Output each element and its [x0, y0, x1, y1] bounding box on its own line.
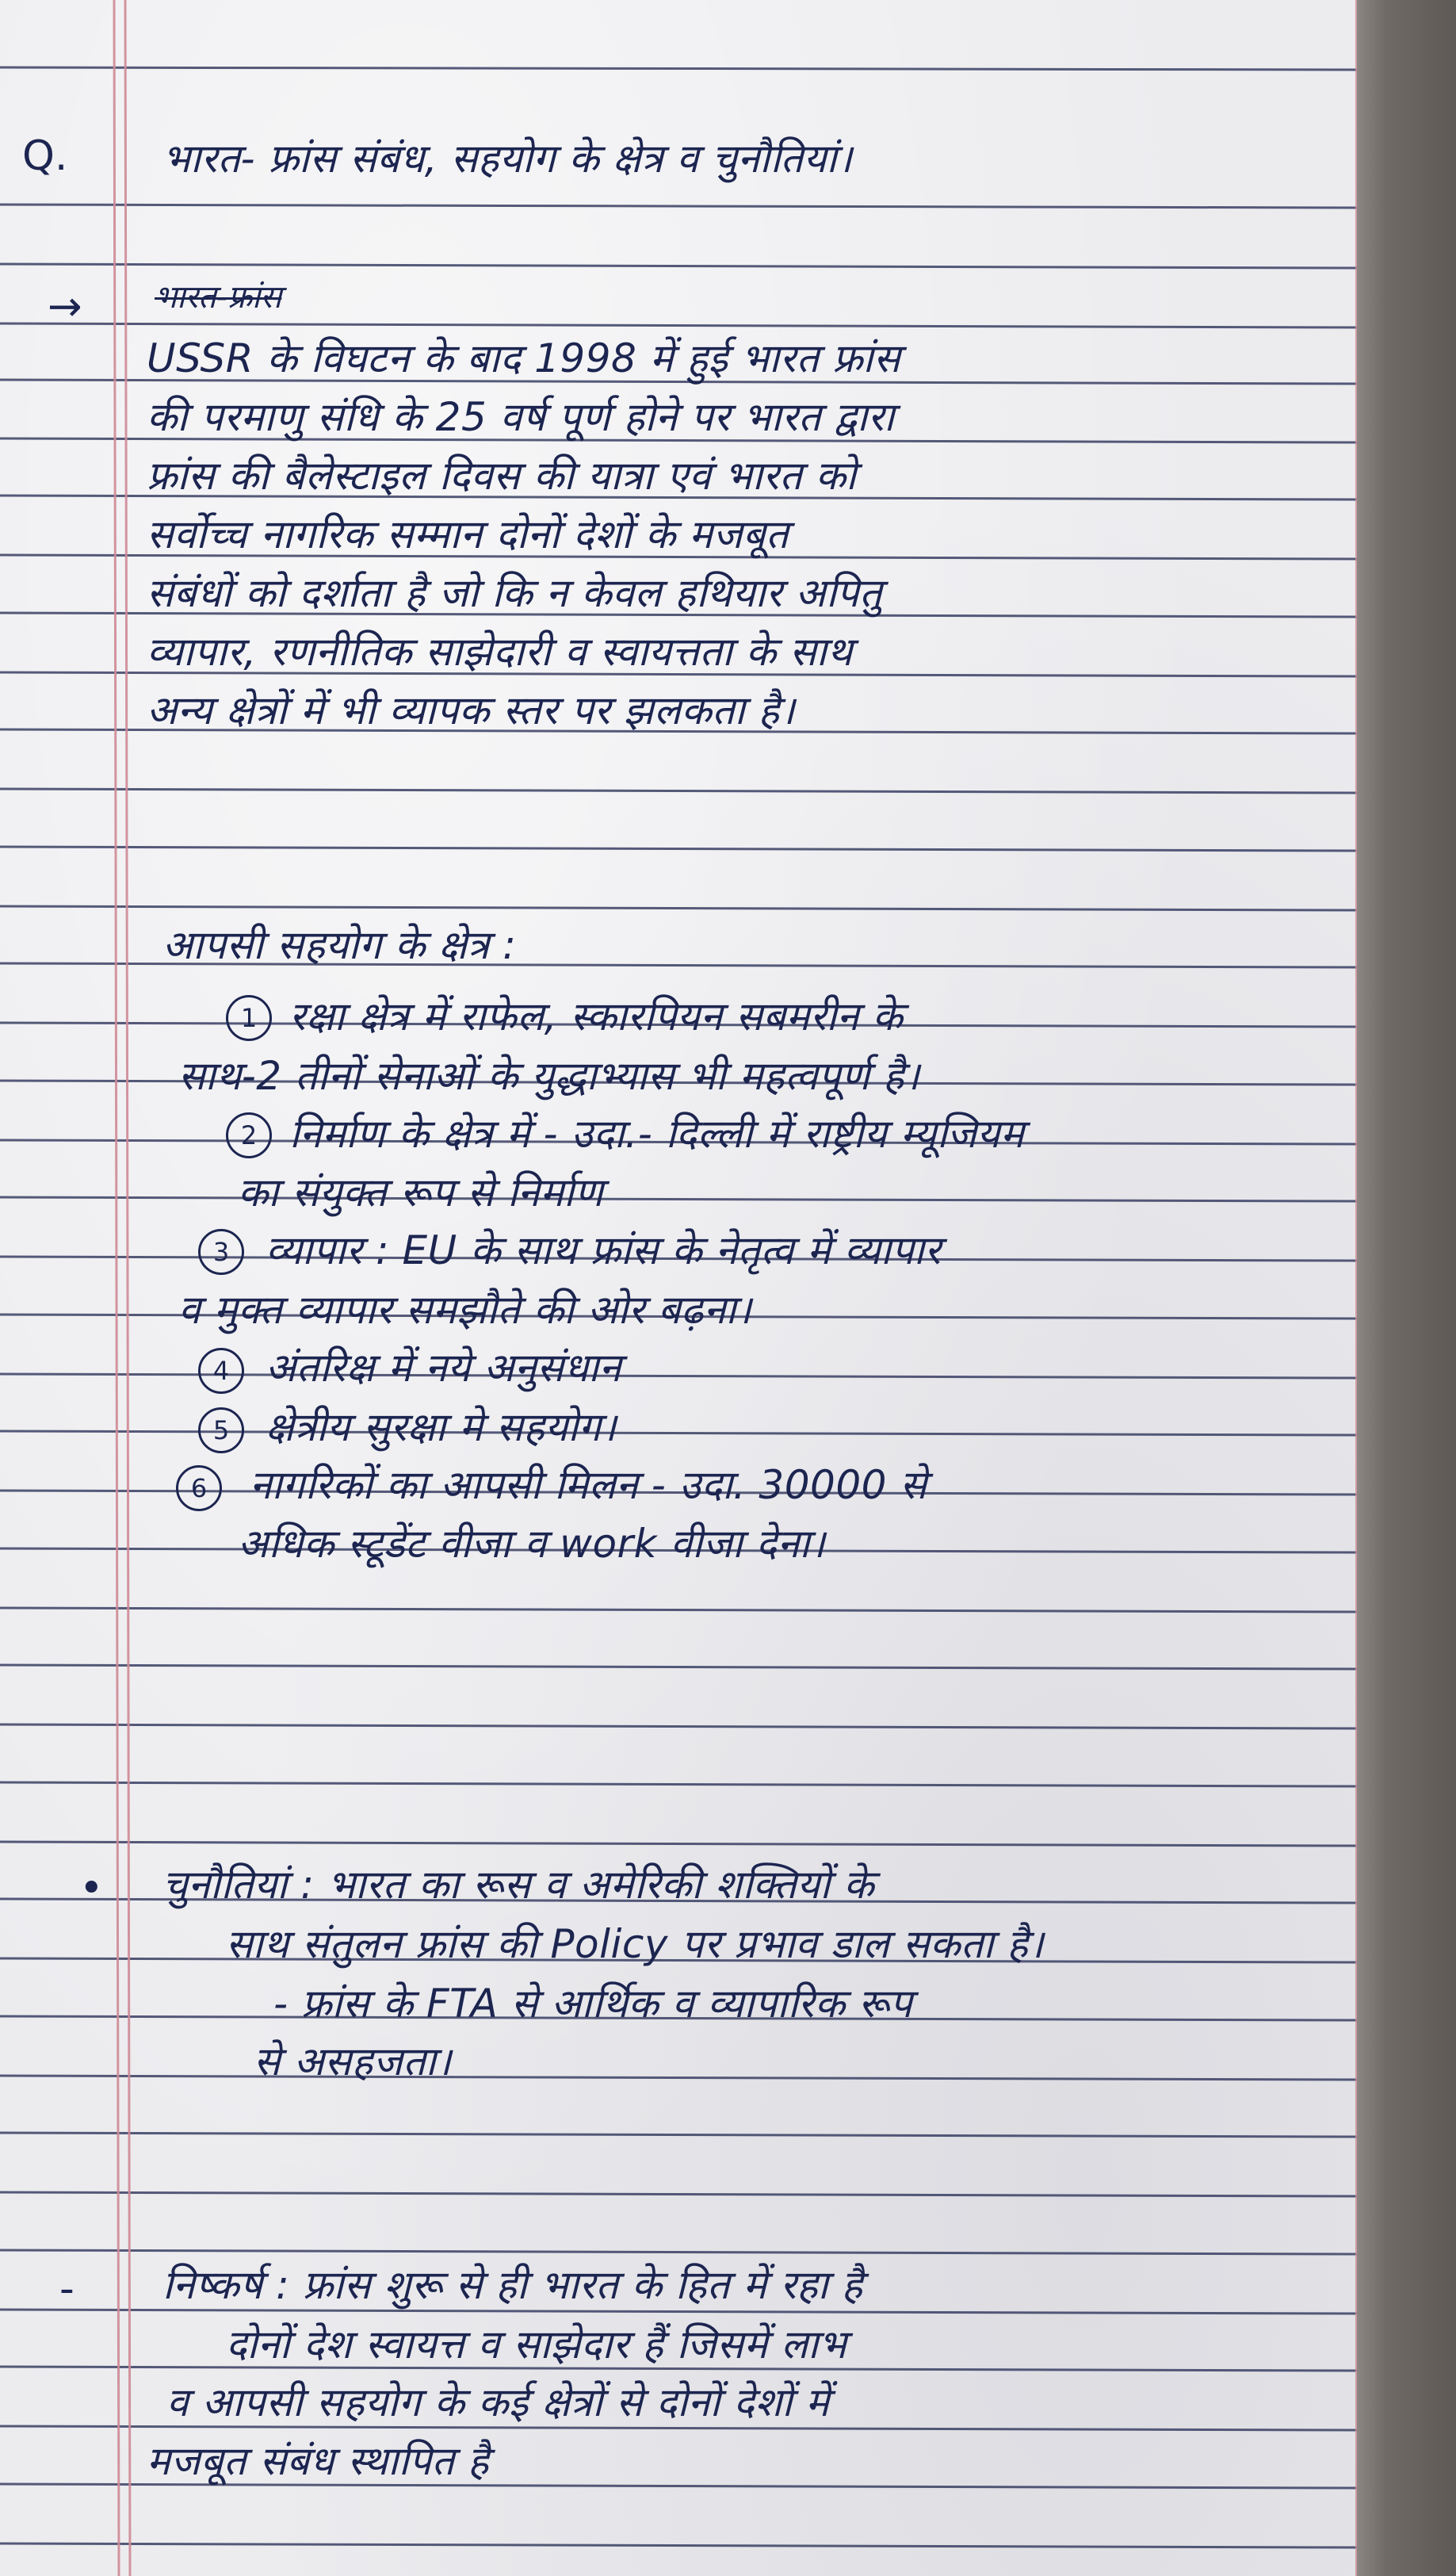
item-line: व्यापार : EU के साथ फ्रांस के नेतृत्व में व्यापार [266, 1227, 942, 1273]
intro-line: सर्वोच्च नागरिक सम्मान दोनों देशों के मजबूत [147, 511, 789, 557]
adjacent-page-edge [1357, 0, 1456, 2576]
margin-rules [114, 0, 130, 2576]
item-line: अधिक स्टूडेंट वीजा व work वीजा देना। [238, 1521, 826, 1567]
item-line: नागरिकों का आपसी मिलन - उदा. 30000 से [250, 1462, 927, 1508]
item-number-circle: 1 [226, 995, 272, 1041]
item-line: निर्माण के क्षेत्र में - उदा.- दिल्ली में राष्ट्रीय म्यूजियम [289, 1111, 1025, 1157]
question-title: भारत- फ्रांस संबंध, सहयोग के क्षेत्र व चुनौतियां। [162, 136, 853, 182]
conclusion-line: व आपसी सहयोग के कई क्षेत्रों से दोनों देशों में [166, 2379, 830, 2425]
struck-heading: भारत-फ्रांस [155, 279, 282, 316]
challenges-line: चुनौतियां : भारत का रूस व अमेरिकी शक्तियों के [162, 1862, 875, 1908]
item-line: साथ-2 तीनों सेनाओं के युद्धाभ्यास भी महत्वपूर्ण है। [178, 1053, 920, 1099]
conclusion-line: निष्कर्ष : फ्रांस शुरू से ही भारत के हित में रहा है [162, 2262, 863, 2308]
item-line: व मुक्त व्यापार समझौते की ओर बढ़ना। [178, 1287, 752, 1333]
item-number-circle: 3 [198, 1229, 244, 1275]
item-line: का संयुक्त रूप से निर्माण [238, 1169, 604, 1215]
item-number-circle: 2 [226, 1112, 272, 1158]
item-line: रक्षा क्षेत्र में राफेल, स्कारपियन सबमरीन के [289, 993, 904, 1039]
item-number-circle: 4 [198, 1348, 244, 1394]
challenges-line: - फ्रांस के FTA से आर्थिक व व्यापारिक रूप [273, 1981, 913, 2027]
item-line: अंतरिक्ष में नये अनुसंधान [266, 1345, 621, 1391]
challenges-marker: • [79, 1865, 104, 1912]
intro-line: संबंधों को दर्शाता है जो कि न केवल हथियार अपितु [147, 570, 883, 616]
arrow-marker: → [48, 283, 82, 331]
conclusion-marker: - [59, 2265, 75, 2313]
item-number-circle: 6 [176, 1465, 222, 1511]
conclusion-line: दोनों देश स्वायत्त व साझेदार हैं जिसमें लाभ [226, 2321, 847, 2367]
question-marker: Q. [22, 132, 68, 180]
item-number-circle: 5 [198, 1407, 244, 1453]
intro-line: की परमाणु संधि के 25 वर्ष पूर्ण होने पर भारत द्वारा [147, 394, 895, 440]
intro-line: अन्य क्षेत्रों में भी व्यापक स्तर पर झलकता है। [147, 687, 796, 733]
item-line: क्षेत्रीय सुरक्षा मे सहयोग। [266, 1404, 617, 1450]
cooperation-heading: आपसी सहयोग के क्षेत्र : [162, 922, 517, 968]
intro-line: फ्रांस की बैलेस्टाइल दिवस की यात्रा एवं भारत को [147, 453, 857, 499]
intro-line: USSR के विघटन के बाद 1998 में हुई भारत फ्रांस [147, 335, 901, 381]
conclusion-line: मजबूत संबंध स्थापित है [147, 2438, 490, 2484]
challenges-line: से असहजता। [254, 2038, 452, 2084]
challenges-line: साथ संतुलन फ्रांस की Policy पर प्रभाव डाल सकता है। [226, 1921, 1044, 1967]
intro-line: व्यापार, रणनीतिक साझेदारी व स्वायत्तता के साथ [147, 629, 853, 675]
